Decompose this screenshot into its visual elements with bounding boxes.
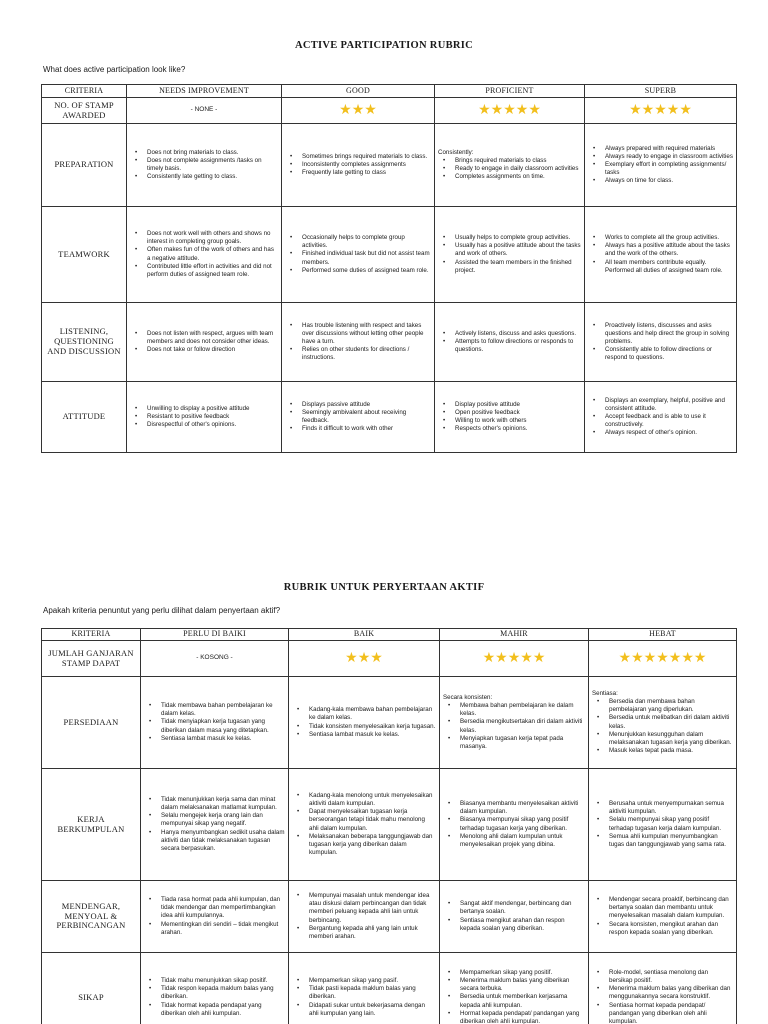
column-header: HEBAT [589, 629, 737, 641]
stamp-stars-cell [289, 641, 440, 677]
question-text-malay: Apakah kriteria penuntut yang perlu dilihat dalam penyertaan aktif? [43, 606, 281, 615]
star-rating [629, 103, 692, 117]
column-header: SUPERB [585, 85, 737, 98]
list-item: • Actively listens, discuss and asks questions. [438, 330, 581, 338]
criteria-row [42, 881, 737, 953]
bullet-list [443, 702, 585, 751]
rubric-cell-good [289, 677, 440, 769]
cell-prefix: Sentiasa: [592, 689, 618, 697]
list-item: • Menyiapkan tugasan kerja tepat pada masanya. [443, 735, 585, 751]
bullet-list [592, 800, 733, 849]
star-icon: ★ [631, 650, 644, 667]
list-item: • Melaksanakan beberapa tanggungjawab dan tugasan kerja yang diberikan dalam kumpulan. [292, 833, 436, 858]
stamp-stars-cell [435, 98, 585, 124]
stamp-row [42, 98, 737, 124]
list-item: • Always ready to engage in classroom activities [588, 153, 733, 161]
list-item: • Usually has a positive attitude about the tasks and work of others. [438, 242, 581, 258]
list-item: • Assisted the team members in the finished project. [438, 259, 581, 275]
list-item: • Occasionally helps to complete group activities. [285, 234, 431, 250]
cell-prefix: Secara konsisten: [443, 693, 493, 701]
star-icon: ★ [515, 102, 529, 119]
list-item: • Works to complete all the group activities. [588, 234, 733, 242]
list-item: • Hormat kepada pendapat/ pandangan yang diberikan oleh ahli kumpulan. [443, 1010, 585, 1024]
list-item: • Does not bring materials to class. [130, 149, 278, 157]
header-row [42, 629, 737, 641]
list-item: • Seemingly ambivalent about receiving feedback. [285, 409, 431, 425]
bullet-list [438, 157, 581, 182]
rubric-cell-superb [589, 769, 737, 881]
list-item: • Hanya menyumbangkan sedikit usaha dalam aktiviti dan tidak melaksanakan tugasan secara berpasukan. [144, 829, 285, 854]
rubric-cell-proficient [435, 382, 585, 453]
star-icon: ★ [666, 102, 680, 119]
star-icon: ★ [618, 650, 632, 667]
rubric-cell-needs-improvement [141, 881, 289, 953]
list-item: • Didapati sukar untuk bekerjasama dengan ahli kumpulan yang lain. [292, 1002, 436, 1018]
stamp-stars-cell [440, 641, 589, 677]
column-header: BAIK [289, 629, 440, 641]
list-item: • Mementingkan diri sendiri – tidak mengikut arahan. [144, 921, 285, 937]
criteria-label: NO. OF STAMP AWARDED [42, 98, 127, 124]
bullet-list [588, 145, 733, 186]
list-item: • Tidak pasti kepada maklum balas yang diberikan. [292, 985, 436, 1001]
bullet-list [292, 892, 436, 941]
list-item: • Dapat menyelesaikan tugasan kerja berseorangan tetapi tidak mahu menolong ahli dalam kumpulan. [292, 808, 436, 833]
list-item: • Displays passive attitude [285, 401, 431, 409]
star-rating [345, 651, 383, 665]
star-icon: ★ [679, 102, 692, 119]
bullet-list [588, 322, 733, 363]
list-item: • Consistently able to follow directions or respond to questions. [588, 346, 733, 362]
star-icon: ★ [693, 650, 707, 667]
list-item: • Semua ahli kumpulan menyumbangkan tugas dan tanggungjawab yang sama rata. [592, 833, 733, 849]
criteria-label: TEAMWORK [42, 207, 127, 303]
list-item: • Bersedia untuk memberikan kerjasama kepada ahli kumpulan. [443, 993, 585, 1009]
bullet-list [285, 322, 431, 363]
list-item: • Tidak menyiapkan kerja tugasan yang diberikan dalam masa yang ditetapkan. [144, 718, 285, 734]
rubric-cell-needs-improvement [127, 382, 282, 453]
criteria-label: ATTITUDE [42, 382, 127, 453]
star-icon: ★ [478, 102, 491, 119]
list-item: • Menolong ahli dalam kumpulan untuk menyelesaikan projek yang dibina. [443, 833, 585, 849]
list-item: • Display positive attitude [438, 401, 581, 409]
list-item: • Selalu mengejek kerja orang lain dan mempunyai sikap yang negatif. [144, 812, 285, 828]
rubric-cell-superb [589, 677, 737, 769]
column-header: MAHIR [440, 629, 589, 641]
rubric-cell-good [282, 382, 435, 453]
list-item: • Always respect of other's opinion. [588, 429, 733, 437]
list-item: • Berusaha untuk menyempurnakan semua aktiviti kumpulan. [592, 800, 733, 816]
criteria-row [42, 953, 737, 1024]
bullet-list [144, 977, 285, 1018]
rubric-cell-proficient [435, 303, 585, 382]
bullet-list [285, 234, 431, 275]
list-item: • Mempamerkan sikap yang positif. [443, 969, 585, 977]
list-item: • All team members contribute equally. Performed all duties of assigned team role. [588, 259, 733, 275]
criteria-row [42, 303, 737, 382]
star-rating [478, 103, 541, 117]
bullet-list [130, 405, 278, 430]
column-header: NEEDS IMPROVEMENT [127, 85, 282, 98]
rubric-cell-needs-improvement [141, 677, 289, 769]
column-header: CRITERIA [42, 85, 127, 98]
list-item: • Has trouble listening with respect and takes over discussions without letting other people have a turn. [285, 322, 431, 347]
star-icon: ★ [495, 650, 508, 667]
list-item: • Finds it difficult to work with other [285, 425, 431, 433]
list-item: • Sentiasa lambat masuk ke kelas. [292, 731, 436, 739]
list-item: • Consistently late getting to class. [130, 173, 278, 181]
star-icon: ★ [656, 650, 669, 667]
list-item: • Menerima maklum balas yang diberikan secara terbuka. [443, 977, 585, 993]
bullet-list [443, 969, 585, 1024]
list-item: • Disrespectful of other's opinions. [130, 421, 278, 429]
criteria-label: PREPARATION [42, 124, 127, 207]
list-item: • Biasanya mempunyai sikap yang positif terhadap tugasan kerja yang diberikan. [443, 816, 585, 832]
list-item: • Secara konsisten, mengikut arahan dan respon kepada soalan yang diberikan. [592, 921, 733, 937]
column-header: PERLU DI BAIKI [141, 629, 289, 641]
rubric-cell-superb [585, 207, 737, 303]
criteria-label: PERSEDIAAN [42, 677, 141, 769]
criteria-label: KERJA BERKUMPULAN [42, 769, 141, 881]
star-icon: ★ [528, 102, 541, 119]
star-icon: ★ [532, 650, 546, 667]
list-item: • Often makes fun of the work of others and has a negative attitude. [130, 246, 278, 262]
bullet-list [144, 896, 285, 937]
criteria-label: JUMLAH GANJARAN STAMP DAPAT [42, 641, 141, 677]
rubric-cell-needs-improvement [127, 124, 282, 207]
list-item: • Sometimes brings required materials to class. [285, 153, 431, 161]
list-item: • Bersedia dan membawa bahan pembelajaran yang diperlukan. [592, 698, 733, 714]
rubric-cell-good [282, 303, 435, 382]
list-item: • Unwilling to display a positive attitude [130, 405, 278, 413]
bullet-list [285, 401, 431, 434]
star-icon: ★ [668, 650, 682, 667]
rubric-cell-superb [585, 382, 737, 453]
list-item: • Attempts to follow directions or responds to questions. [438, 338, 581, 354]
rubric-cell-good [289, 953, 440, 1024]
star-icon: ★ [345, 650, 358, 667]
list-item: • Does not listen with respect, argues with team members and does not consider other ideas. [130, 330, 278, 346]
list-item: • Mendengar secara proaktif, berbincang dan bertanya soalan dan membantu untuk menyelesaikan masalah dalam kumpulan. [592, 896, 733, 921]
rubric-cell-needs-improvement [127, 303, 282, 382]
list-item: • Bergantung kepada ahli yang lain untuk memberi arahan. [292, 925, 436, 941]
list-item: • Willing to work with others [438, 417, 581, 425]
list-item: • Performed some duties of assigned team role. [285, 267, 431, 275]
criteria-label: MENDENGAR, MENYOAL & PERBINCANGAN [42, 881, 141, 953]
bullet-list [438, 234, 581, 275]
criteria-row [42, 677, 737, 769]
bullet-list [443, 800, 585, 849]
list-item: • Sentiasa mengikut arahan dan respon kepada soalan yang diberikan. [443, 917, 585, 933]
rubric-table-malay [41, 628, 737, 1024]
bullet-list [130, 330, 278, 355]
list-item: • Tidak mahu menunjukkan sikap positif. [144, 977, 285, 985]
column-header: PROFICIENT [435, 85, 585, 98]
page-title: ACTIVE PARTICIPATION RUBRIC [294, 40, 474, 51]
list-item: • Inconsistently completes assignments [285, 161, 431, 169]
rubric-cell-good [289, 769, 440, 881]
list-item: • Sangat aktif mendengar, berbincang dan bertanya soalan. [443, 900, 585, 916]
rubric-cell-superb [589, 881, 737, 953]
column-header: KRITERIA [42, 629, 141, 641]
list-item: • Always prepared with required materials [588, 145, 733, 153]
no-stamp-text: - NONE - [127, 98, 282, 124]
bullet-list [130, 230, 278, 279]
star-icon: ★ [482, 650, 496, 667]
rubric-cell-good [282, 124, 435, 207]
list-item: • Displays an exemplary, helpful, positive and consistent attitude. [588, 397, 733, 413]
rubric-cell-superb [589, 953, 737, 1024]
list-item: • Role-model, sentiasa menolong dan bersikap positif. [592, 969, 733, 985]
star-icon: ★ [351, 102, 365, 119]
star-icon: ★ [339, 102, 352, 119]
stamp-stars-cell [585, 98, 737, 124]
criteria-row [42, 124, 737, 207]
list-item: • Menerima maklum balas yang diberikan dan menggunakannya secara konstruktif. [592, 985, 733, 1001]
list-item: • Tiada rasa hormat pada ahli kumpulan, dan tidak mendengar dan mempertimbangkan idea ahli kumpulannya. [144, 896, 285, 921]
bullet-list [130, 149, 278, 182]
rubric-cell-proficient [435, 207, 585, 303]
question-text: What does active participation look like? [43, 65, 186, 74]
list-item: • Sentiasa hormat kepada pendapat/ pandangan yang diberikan oleh ahli kumpulan. [592, 1002, 733, 1024]
criteria-label: SIKAP [42, 953, 141, 1024]
rubric-cell-superb [585, 124, 737, 207]
bullet-list [588, 234, 733, 275]
list-item: • Bersedia untuk melibatkan diri dalam aktiviti kelas. [592, 714, 733, 730]
cell-prefix: Consistently: [438, 148, 474, 156]
rubric-cell-proficient [440, 881, 589, 953]
list-item: • Does not complete assignments /tasks on timely basis. [130, 157, 278, 173]
star-icon: ★ [643, 650, 657, 667]
rubric-cell-good [289, 881, 440, 953]
rubric-cell-good [282, 207, 435, 303]
star-icon: ★ [654, 102, 667, 119]
star-icon: ★ [490, 102, 504, 119]
list-item: • Proactively listens, discusses and asks questions and help direct the group in solving problems. [588, 322, 733, 347]
rubric-cell-proficient [440, 677, 589, 769]
list-item: • Tidak konsisten menyelesaikan kerja tugasan. [292, 723, 436, 731]
list-item: • Tidak membawa bahan pembelajaran ke dalam kelas. [144, 702, 285, 718]
list-item: • Ready to engage in daily classroom activities [438, 165, 581, 173]
criteria-row [42, 382, 737, 453]
list-item: • Always has a positive attitude about the tasks and the work of the others. [588, 242, 733, 258]
stamp-stars-cell [282, 98, 435, 124]
list-item: • Does not take or follow direction [130, 346, 278, 354]
list-item: • Exemplary effort in completing assignments/ tasks [588, 161, 733, 177]
list-item: • Completes assignments on time. [438, 173, 581, 181]
list-item: • Respects other's opinions. [438, 425, 581, 433]
criteria-label: LISTENING, QUESTIONING AND DISCUSSION [42, 303, 127, 382]
bullet-list [285, 153, 431, 178]
list-item: • Tidak respon kepada maklum balas yang diberikan. [144, 985, 285, 1001]
star-icon: ★ [629, 102, 642, 119]
list-item: • Bersedia mengikutsertakan diri dalam aktiviti kelas. [443, 718, 585, 734]
list-item: • Biasanya membantu menyelesaikan aktiviti dalam kumpulan. [443, 800, 585, 816]
rubric-cell-proficient [435, 124, 585, 207]
list-item: • Selalu mempunyai sikap yang positif terhadap tugasan kerja dalam kumpulan. [592, 816, 733, 832]
star-icon: ★ [364, 102, 377, 119]
stamp-row [42, 641, 737, 677]
star-icon: ★ [681, 650, 694, 667]
star-icon: ★ [520, 650, 533, 667]
list-item: • Masuk kelas tepat pada masa. [592, 747, 733, 755]
bullet-list [438, 330, 581, 355]
star-rating [619, 651, 707, 665]
star-icon: ★ [357, 650, 371, 667]
list-item: • Kadang-kala menolong untuk menyelesaikan aktiviti dalam kumpulan. [292, 792, 436, 808]
bullet-list [144, 796, 285, 853]
bullet-list [588, 397, 733, 438]
rubric-cell-needs-improvement [141, 769, 289, 881]
list-item: • Tidak menunjukkan kerja sama dan minat dalam melaksanakan matlamat kumpulan. [144, 796, 285, 812]
column-header: GOOD [282, 85, 435, 98]
bullet-list [438, 401, 581, 434]
list-item: • Usually helps to complete group activities. [438, 234, 581, 242]
rubric-cell-proficient [440, 953, 589, 1024]
list-item: • Contributed little effort in activities and did not perform duties of assigned team role. [130, 263, 278, 279]
list-item: • Mempunyai masalah untuk mendengar idea atau diskusi dalam perbincangan dan tidak memberi peluang kepada ahli lain untuk berbincang. [292, 892, 436, 925]
list-item: • Brings required materials to class [438, 157, 581, 165]
list-item: • Membawa bahan pembelajaran ke dalam kelas. [443, 702, 585, 718]
list-item: • Frequently late getting to class [285, 169, 431, 177]
header-row [42, 85, 737, 98]
criteria-row [42, 207, 737, 303]
list-item: • Open positive feedback [438, 409, 581, 417]
bullet-list [592, 969, 733, 1024]
list-item: • Does not work well with others and shows no interest in completing group goals. [130, 230, 278, 246]
list-item: • Sentiasa lambat masuk ke kelas. [144, 735, 285, 743]
list-item: • Finished individual task but did not assist team members. [285, 250, 431, 266]
list-item: • Relies on other students for directions / instructions. [285, 346, 431, 362]
rubric-cell-proficient [440, 769, 589, 881]
star-rating [339, 103, 377, 117]
stamp-stars-cell [589, 641, 737, 677]
list-item: • Tidak hormat kepada pendapat yang diberikan oleh ahli kumpulan. [144, 1002, 285, 1018]
bullet-list [292, 706, 436, 739]
bullet-list [443, 900, 585, 933]
list-item: • Resistant to positive feedback [130, 413, 278, 421]
star-icon: ★ [641, 102, 655, 119]
star-rating [483, 651, 546, 665]
bullet-list [144, 702, 285, 743]
list-item: • Always on time for class. [588, 177, 733, 185]
list-item: • Mempamerkan sikap yang pasif. [292, 977, 436, 985]
rubric-table-english [41, 84, 737, 453]
star-icon: ★ [507, 650, 521, 667]
bullet-list [292, 792, 436, 858]
bullet-list [592, 698, 733, 755]
list-item: • Kadang-kala membawa bahan pembelajaran ke dalam kelas. [292, 706, 436, 722]
no-stamp-text: - KOSONG - [141, 641, 289, 677]
bullet-list [592, 896, 733, 937]
rubric-cell-needs-improvement [127, 207, 282, 303]
bullet-list [292, 977, 436, 1018]
star-icon: ★ [503, 102, 516, 119]
criteria-row [42, 769, 737, 881]
star-icon: ★ [370, 650, 383, 667]
list-item: • Menunjukkan kesungguhan dalam melaksanakan tugasan kerja yang diberikan. [592, 731, 733, 747]
page-title-malay: RUBRIK UNTUK PERYERTAAN AKTIF [283, 582, 485, 593]
rubric-cell-superb [585, 303, 737, 382]
rubric-cell-needs-improvement [141, 953, 289, 1024]
list-item: • Accept feedback and is able to use it constructively. [588, 413, 733, 429]
